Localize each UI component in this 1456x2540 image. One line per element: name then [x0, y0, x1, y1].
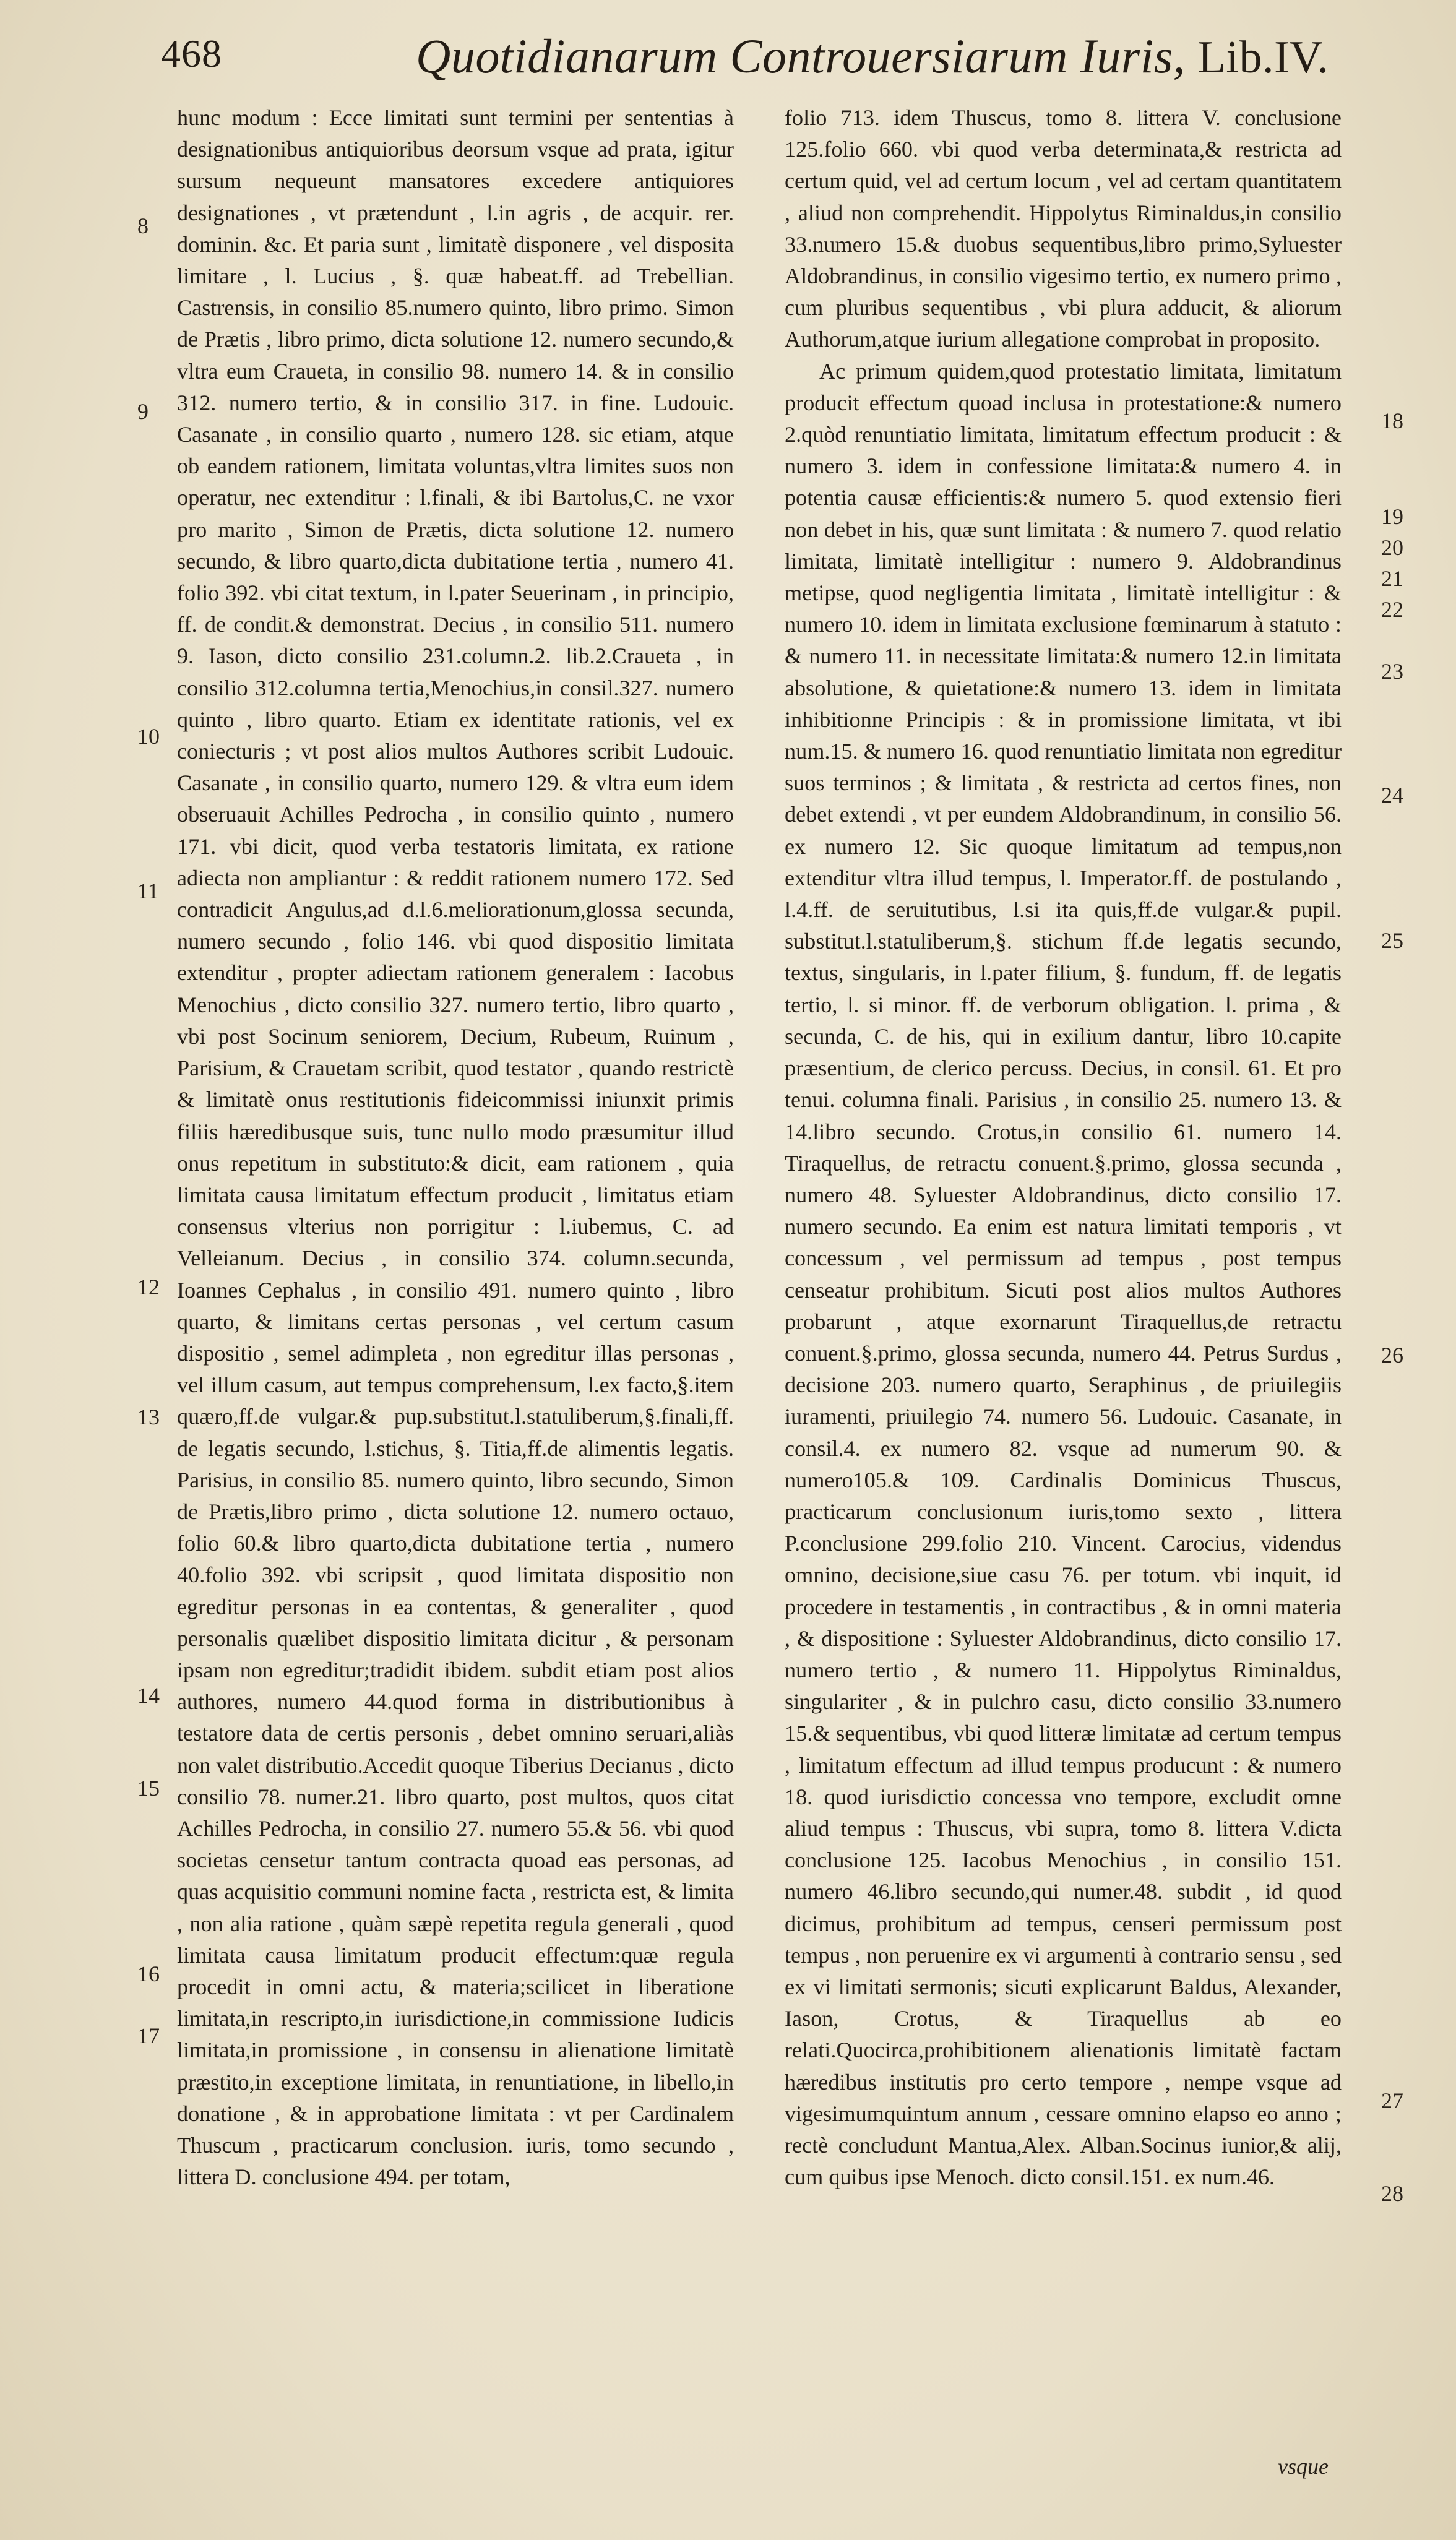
- margin-number: 9: [137, 399, 149, 424]
- margin-number: 17: [137, 2023, 160, 2048]
- right-column: [785, 102, 1342, 2193]
- left-column: [177, 102, 734, 2193]
- margin-number: 19: [1381, 504, 1403, 529]
- catchword: vsque: [1278, 2454, 1329, 2479]
- margin-number: 26: [1381, 1343, 1403, 1367]
- margin-number: 8: [137, 213, 149, 238]
- margin-number: 15: [137, 1776, 160, 1801]
- margin-number: 14: [137, 1683, 160, 1708]
- margin-number: 21: [1381, 566, 1403, 591]
- margin-number: 12: [137, 1275, 160, 1299]
- right-paragraph-1: folio 713. idem Thuscus, tomo 8. littera V. conclusione 125.folio 660. vbi quod verba determinata,& restricta ad certum quid, vel ad certum locum , vel ad certam quantitatem , aliud non comprehendit. Hippolytus Riminaldus,in consilio 33.numero 15.& duobus sequentibus,libro primo,Syluester Aldobrandinus, in consilio vigesimo tertio, ex numero primo , cum pluribus sequentibus , vbi plura adducit, & aliorum Authorum,atque iurium allegatione comprobat in proposito.: [785, 105, 1342, 352]
- margin-number: 24: [1381, 783, 1403, 807]
- left-paragraph-1: hunc modum : Ecce limitati sunt termini per sententias à designationibus antiquioribus deorsum vsque ad prata, igitur sursum nequeunt mansatores excedere antiquiores designationes , vt prætendunt , l.in agris , de acquir. rer. dominin. &c. Et paria sunt , limitatè disponere , vel disposita limitare , l. Lucius , §. quæ habeat.ff. ad Trebellian. Castrensis, in consilio 85.numero quinto, libro primo. Simon de Prætis , libro primo, dicta solutione 12. numero secundo,& vltra eum Craueta, in consilio 98. numero 14. & in consilio 312. numero tertio, & in consilio 317. in fine. Ludouic. Casanate , in consilio quarto , numero 128. sic etiam, atque ob eandem rationem, limitata voluntas,vltra limites suos non operatur, nec extenditur : l.finali, & ibi Bartolus,C. ne vxor pro marito , Simon de Prætis, dicta solutione 12. numero secundo, & libro quarto,dicta dubitatione tertia , numero 41. folio 392. vbi citat textum, in l.pater Seuerinam , in principio, ff. de condit.& demonstrat. Decius , in consilio 511. numero 9. Iason, dicto consilio 231.column.2. lib.2.Craueta , in consilio 312.columna tertia,Menochius,in consil.327. numero quinto , libro quarto. Etiam ex identitate rationis, vel ex coniecturis ; vt post alios multos Authores scribit Ludouic. Casanate , in consilio quarto, numero 129. & vltra eum idem obseruauit Achilles Pedrocha , in consilio quinto , numero 171. vbi dicit, quod verba testatoris limitata, ex ratione adiecta non ampliantur : & reddit rationem numero 172. Sed contradicit Angulus,ad d.l.6.meliorationum,glossa secunda, numero secundo , folio 146. vbi quod dispositio limitata extenditur , propter adiectam rationem generalem : Iacobus Menochius , dicto consilio 327. numero tertio, libro quarto , vbi post Socinum seniorem, Decium, Rubeum, Ruinum , Parisium, & Crauetam scribit, quod testator , quando restrictè & limitatè onus restitutionis fideicommissi iniunxit primis filiis hæredibusque suis, tunc nullo modo præsumitur illud onus repetitum in substituto:& dicit, eam rationem , quia limitata causa limitatum effectum producit , limitatus etiam consensus vlterius non porrigitur : l.iubemus, C. ad Velleianum. Decius , in consilio 374. column.secunda, Ioannes Cephalus , in consilio 491. numero quinto , libro quarto, & limitans certas personas , vel certum casum dispositio , semel adimpleta , non egreditur illas personas , vel illum casum, aut tempus comprehensum, l.ex facto,§.item quæro,ff.de vulgar.& pup.substitut.l.statuliberum,§.finali,ff. de legatis secundo, l.stichus, §. Titia,ff.de alimentis legatis. Parisius, in consilio 85. numero quinto, libro secundo, Simon de Prætis,libro primo , dicta solutione 12. numero octauo, folio 60.& libro quarto,dicta dubitatione tertia , numero 40.folio 392. vbi scripsit , quod limitata dispositio non egreditur personas in ea contentas, & generaliter , quod personalis quælibet dispositio limitata dicitur , & personam ipsam non egreditur;tradidit ibidem. subdit etiam post alios authores, numero 44.quod forma in distributionibus à testatore data de certis personis , debet omnino seruari,aliàs non valet distributio.Accedit quoque Tiberius Decianus , dicto consilio 78. numer.21. libro quarto, post multos, quos citat Achilles Pedrocha, in consilio 27. numero 55.& 56. vbi quod societas censetur tantum contracta quoad eas personas, ad quas acquisitio communi nomine facta , restricta est, & limita , non alia ratione , quàm sæpè repetita regula generali , quod limitata causa limitatum producit effectum:quæ regula procedit in omni actu, & materia;scilicet in liberatione limitata,in rescripto,in iurisdictione,in commissione Iudicis limitata,in promissione , in consensu in alienatione limitatè præstito,in exceptione limitata, in renuntiatione, in libello,in donatione , & in approbatione limitata : vt per Cardinalem Thuscum , practicarum conclusion. iuris, tomo secundo , littera D. conclusione 494. per totam,: [177, 105, 734, 2190]
- margin-number: 28: [1381, 2181, 1403, 2206]
- margin-number: 20: [1381, 535, 1403, 560]
- page-number: 468: [161, 32, 222, 75]
- running-title: [416, 28, 1329, 84]
- margin-number: 16: [137, 1961, 160, 1986]
- margin-number: 23: [1381, 659, 1403, 684]
- right-paragraph-2: Ac primum quidem,quod protestatio limitata, limitatum producit effectum quoad inclusa in protestatione:& numero 2.quòd renuntiatio limitata, limitatum effectum producit : & numero 3. idem in confessione limitata:& numero 4. in potentia causæ efficientis:& numero 5. quod extensio fieri non debet in his, quæ sunt limitata : & numero 7. quod relatio limitata, limitatè intelligitur : numero 9. Aldobrandinus metipse, quod negligentia limitata , limitatè intelligitur : & numero 10. idem in limitata exclusione fœminarum à statuto : & numero 11. in necessitate limitata:& numero 12.in limitata absolutione, & quietatione:& numero 13. idem in limitata inhibitionne Principis : & in promissione limitata, vt ibi num.15. & numero 16. quod renuntiatio limitata non egreditur suos terminos ; & limitata , & restricta ad certos fines, non debet extendi , vt per eundem Aldobrandinum, in consilio 56. ex numero 12. Sic quoque limitatum ad tempus,non extenditur vltra illud tempus, l. Imperator.ff. de postulando , l.4.ff. de seruitutibus, l.si ita quis,ff.de vulgar.& pupil. substitut.l.statuliberum,§. stichum ff.de legatis secundo, textus, singularis, in l.pater filium, §. fundum, ff. de legatis tertio, l. si minor. ff. de verborum obligation. l. prima , & secunda, C. de his, qui in exilium dantur, libro 10.capite præsentium, de clerico percuss. Decius, in consil. 61. Et pro tenui. columna finali. Parisius , in consilio 25. numero 13. & 14.libro secundo. Crotus,in consilio 61. numero 14. Tiraquellus, de retractu conuent.§.primo, glossa secunda , numero 48. Syluester Aldobrandinus, dicto consilio 17. numero secundo. Ea enim est natura limitati temporis , vt concessum , vel permissum ad tempus , post tempus censeatur prohibitum. Sicuti post alios multos Authores probarunt , atque exornarunt Tiraquellus,de retractu conuent.§.primo, glossa secunda, numero 44. Petrus Surdus , decisione 203. numero quarto, Seraphinus , de priuilegiis iuramenti, priuilegio 74. numero 56. Ludouic. Casanate, in consil.4. ex numero 82. vsque ad numerum 90. & numero105.& 109. Cardinalis Dominicus Thuscus, practicarum conclusionum iuris,tomo sexto , littera P.conclusione 299.folio 210. Vincent. Carocius, videndus omnino, decisione,siue casu 76. per totum. vbi inquit, id procedere in testamentis , in contractibus , & in omni materia , & dispositione : Syluester Aldobrandinus, dicto consilio 17. numero tertio , & numero 11. Hippolytus Riminaldus, singulariter , & in pulchro casu, dicto consilio 33.numero 15.& sequentibus, vbi quod litteræ limitatæ ad certum tempus , limitatum effectum ad illud tempus producunt : & numero 18. quod iurisdictio concessa vno tempore, excludit omne aliud tempus : Thuscus, vbi supra, tomo 8. littera V.dicta conclusione 125. Iacobus Menochius , in consilio 151. numero 46.libro secundo,qui numer.48. subdit , id quod dicimus, prohibitum ad tempus, censeri permissum post tempus , non peruenire ex vi argumenti à contrario sensu , sed ex vi limitati sermonis; sicuti explicarunt Baldus, Alexander, Iason, Crotus, & Tiraquellus ab eo relati.Quocirca,prohibitionem alienationis limitatè factam hæredibus institutis pro certo tempore , nempe vsque ad vigesimumquintum annum , cessare omnino elapso eo anno ; rectè concludunt Mantua,Alex. Alban.Socinus iunior,& alij, cum quibus ipse Menoch. dicto consil.151. ex num.46.: [785, 358, 1342, 2190]
- margin-number: 25: [1381, 928, 1403, 953]
- margin-number: 10: [137, 724, 160, 749]
- margin-number: 22: [1381, 597, 1403, 622]
- margin-number: 11: [137, 879, 159, 903]
- book-number: Lib.IV.: [1197, 32, 1329, 83]
- running-title-text: Quotidianarum Controuersiarum Iuris,: [416, 29, 1186, 83]
- page-header: [161, 31, 1337, 87]
- margin-number: 13: [137, 1405, 160, 1429]
- margin-number: 27: [1381, 2088, 1403, 2113]
- margin-number: 18: [1381, 408, 1403, 433]
